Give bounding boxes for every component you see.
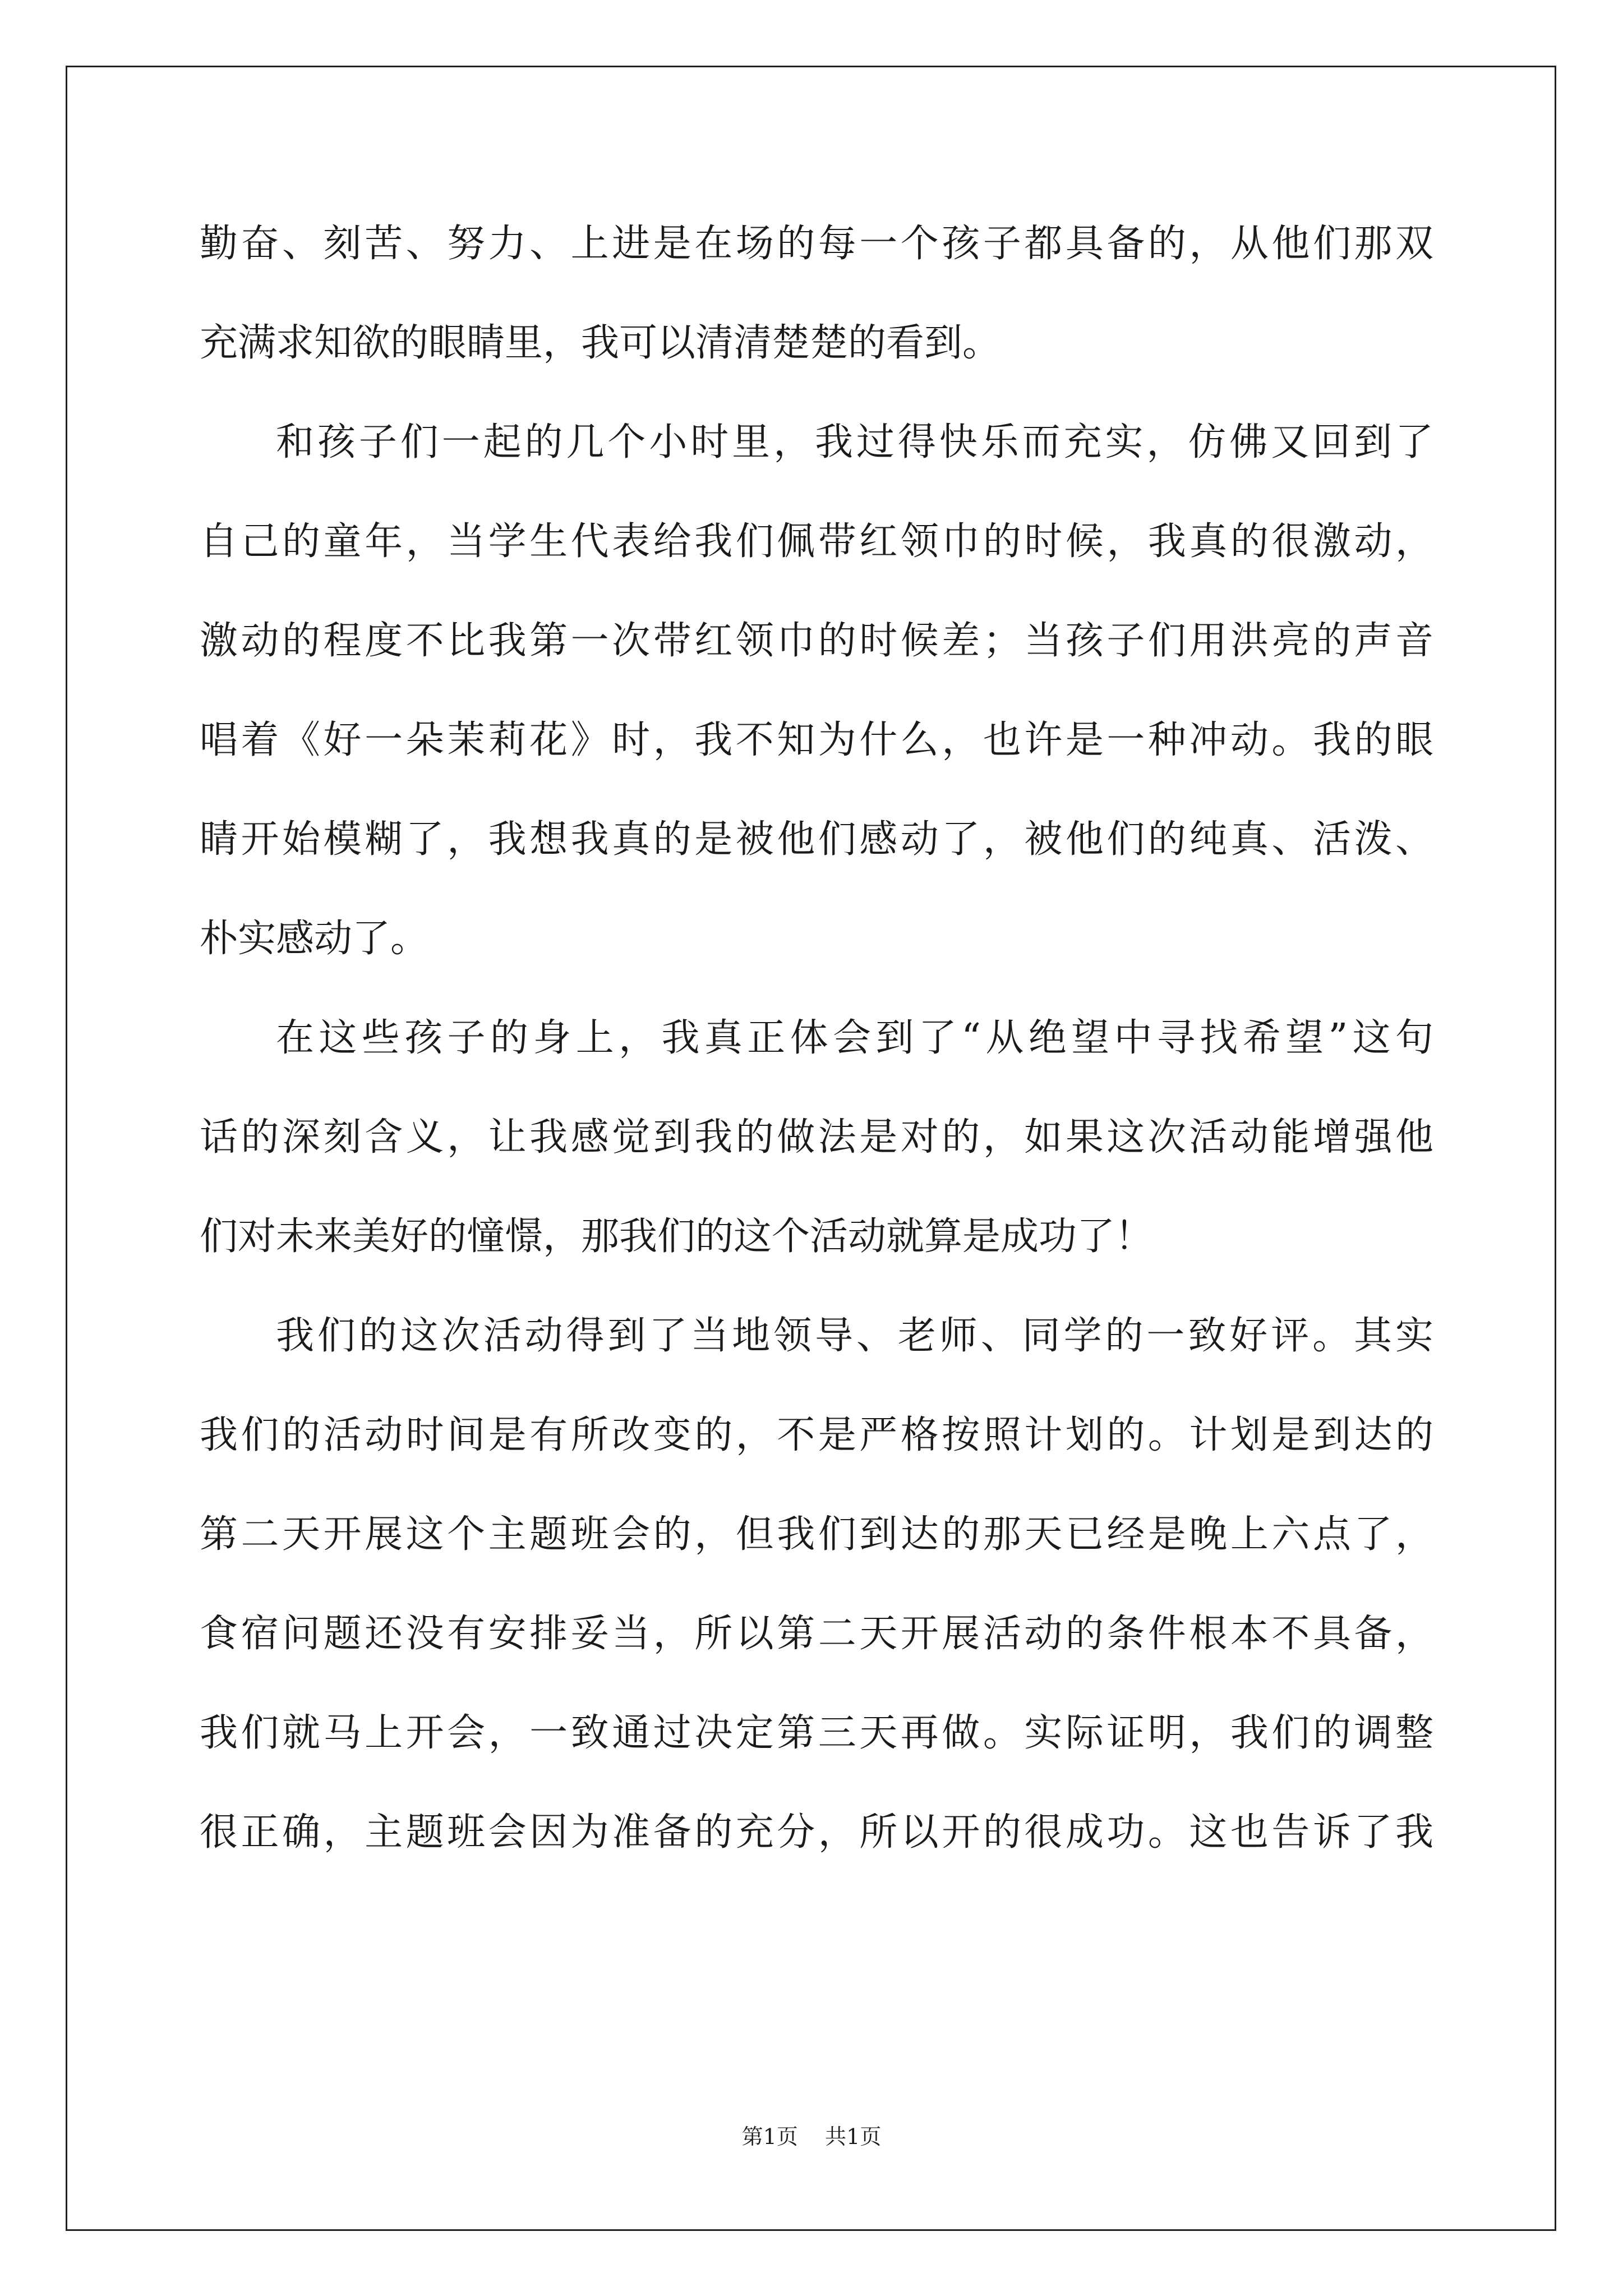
text-line: 充满求知欲的眼睛里，我可以清清楚楚的看到。 — [200, 321, 1001, 365]
text-line: 第二天开展这个主题班会的，但我们到达的那天已经是晚上六点了， — [200, 1512, 1433, 1557]
text-line: 话的深刻含义，让我感觉到我的做法是对的，如果这次活动能增强他 — [200, 1115, 1433, 1159]
text-line: 朴实感动了。 — [200, 917, 429, 961]
text-line: 睛开始模糊了，我想我真的是被他们感动了，被他们的纯真、活泼、 — [200, 817, 1433, 862]
text-line: 和孩子们一起的几个小时里，我过得快乐而充实，仿佛又回到了 — [276, 420, 1433, 464]
text-line: 们对未来美好的憧憬，那我们的这个活动就算是成功了！ — [200, 1214, 1154, 1259]
text-line: 勤奋、刻苦、努力、上进是在场的每一个孩子都具备的，从他们那双 — [200, 222, 1433, 266]
text-line: 我们就马上开会，一致通过决定第三天再做。实际证明，我们的调整 — [200, 1711, 1433, 1755]
document-body — [200, 194, 1433, 1882]
page-number-footer: 第1页 共1页 — [741, 2124, 882, 2149]
text-line: 我们的这次活动得到了当地领导、老师、同学的一致好评。其实 — [276, 1314, 1433, 1358]
text-line: 很正确，主题班会因为准备的充分，所以开的很成功。这也告诉了我 — [200, 1810, 1433, 1855]
text-line: 激动的程度不比我第一次带红领巾的时候差；当孩子们用洪亮的声音 — [200, 619, 1433, 663]
text-line: 在这些孩子的身上，我真正体会到了“从绝望中寻找希望”这句 — [276, 1016, 1433, 1060]
text-line: 自己的童年，当学生代表给我们佩带红领巾的时候，我真的很激动， — [200, 519, 1433, 564]
text-line: 我们的活动时间是有所改变的，不是严格按照计划的。计划是到达的 — [200, 1413, 1433, 1457]
text-line: 食宿问题还没有安排妥当，所以第二天开展活动的条件根本不具备， — [200, 1612, 1433, 1656]
text-line: 唱着《好一朵茉莉花》时，我不知为什么，也许是一种冲动。我的眼 — [200, 718, 1433, 762]
